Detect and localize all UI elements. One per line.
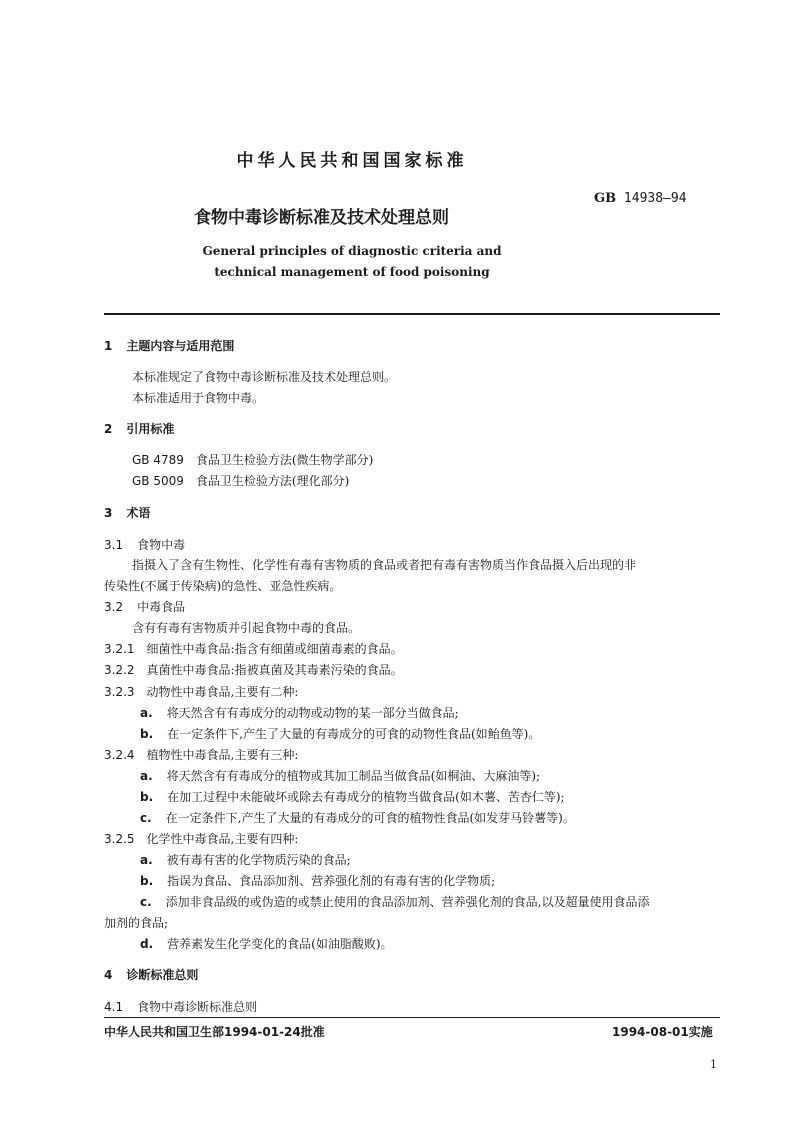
footer-divider bbox=[104, 1017, 720, 1018]
clause-3-2-1 bbox=[104, 641, 403, 657]
clause-3-2-5-item-d bbox=[140, 936, 393, 952]
clause-3-2-5-text: 化学性中毒食品,主要有四种: bbox=[146, 832, 299, 846]
clause-3-2-5-item-a bbox=[140, 852, 351, 868]
clause-3-2-3-item-a bbox=[140, 705, 459, 721]
section-2-number: 2 bbox=[104, 422, 113, 436]
clause-3-2-4-item-c-label: c. bbox=[140, 811, 152, 825]
clause-3-2-1-number: 3.2.1 bbox=[104, 642, 135, 656]
clause-3-2-5-item-d-text: 营养素发生化学变化的食品(如油脂酸败)。 bbox=[167, 937, 393, 951]
standard-code-number: 14938—94 bbox=[623, 191, 687, 206]
clause-3-2-4-item-b bbox=[140, 789, 565, 805]
clause-3-2-3-item-b-label: b. bbox=[140, 727, 154, 741]
section-1-paragraph-1: 本标准规定了食物中毒诊断标准及技术处理总则。 bbox=[132, 370, 397, 384]
clause-3-2-5-number: 3.2.5 bbox=[104, 832, 135, 846]
clause-3-2-3-number: 3.2.3 bbox=[104, 685, 135, 699]
reference-2 bbox=[132, 473, 349, 489]
clause-3-2-1-text: 细菌性中毒食品:指含有细菌或细菌毒素的食品。 bbox=[146, 642, 403, 656]
reference-2-code: GB 5009 bbox=[132, 474, 184, 488]
clause-3-1-text-line1: 指摄入了含有生物性、化学性有毒有害物质的食品或者把有毒有害物质当作食品摄入后出现的非 bbox=[132, 558, 637, 572]
approval-notice: 中华人民共和国卫生部1994-01-24批准 bbox=[104, 1025, 325, 1039]
clause-3-2-4-item-b-text: 在加工过程中未能破坏或除去有毒成分的植物当做食品(如木薯、苦杏仁等); bbox=[167, 790, 565, 804]
clause-3-2-4-item-a-text: 将天然含有有毒成分的植物或其加工制品当做食品(如桐油、大麻油等); bbox=[166, 769, 541, 783]
clause-3-2-3-item-a-text: 将天然含有有毒成分的动物或动物的某一部分当做食品; bbox=[166, 706, 459, 720]
clause-3-2-2-text: 真菌性中毒食品:指被真菌及其毒素污染的食品。 bbox=[146, 663, 403, 677]
reference-1-code: GB 4789 bbox=[132, 453, 184, 467]
clause-3-1-number: 3.1 bbox=[104, 538, 124, 552]
clause-3-2-5-item-c-continuation: 加剂的食品; bbox=[104, 916, 169, 930]
clause-3-2-3-text: 动物性中毒食品,主要有二种: bbox=[146, 685, 299, 699]
issuer-title: 中华人民共和国国家标准 bbox=[236, 151, 468, 171]
clause-3-2-heading bbox=[104, 599, 185, 615]
clause-3-2-4-number: 3.2.4 bbox=[104, 748, 135, 762]
clause-3-2-5-item-c-text: 添加非食品级的或伪造的或禁止使用的食品添加剂、营养强化剂的食品,以及超量使用食品添 bbox=[165, 895, 650, 909]
section-3-heading bbox=[104, 505, 150, 521]
reference-1 bbox=[132, 452, 373, 468]
clause-4-1-title: 食物中毒诊断标准总则 bbox=[137, 1000, 258, 1014]
clause-3-2-3-item-b-text: 在一定条件下,产生了大量的有毒成分的可食的动物性食品(如鲐鱼等)。 bbox=[167, 727, 541, 741]
clause-3-2-5-item-a-text: 被有毒有害的化学物质污染的食品; bbox=[166, 853, 351, 867]
section-1-heading bbox=[104, 338, 234, 354]
section-2-title: 引用标准 bbox=[126, 422, 175, 436]
clause-3-2-4-item-c-text: 在一定条件下,产生了大量的有毒成分的可食的植物性食品(如发芽马铃薯等)。 bbox=[165, 811, 575, 825]
clause-3-2-title: 中毒食品 bbox=[137, 600, 186, 614]
section-4-number: 4 bbox=[104, 968, 113, 982]
clause-3-1-heading bbox=[104, 537, 185, 553]
clause-3-2-4 bbox=[104, 747, 298, 763]
document-title-cn: 食物中毒诊断标准及技术处理总则 bbox=[194, 208, 449, 228]
clause-3-2-3-item-a-label: a. bbox=[140, 706, 153, 720]
standard-code bbox=[594, 191, 687, 206]
section-1-paragraph-2: 本标准适用于食物中毒。 bbox=[132, 391, 265, 405]
clause-3-2-4-item-c bbox=[140, 810, 575, 826]
clause-3-2-5-item-b-label: b. bbox=[140, 874, 154, 888]
clause-3-1-text-line2: 传染性(不属于传染病)的急性、亚急性疾病。 bbox=[104, 579, 342, 593]
clause-3-2-text: 含有有毒有害物质并引起食物中毒的食品。 bbox=[132, 621, 361, 635]
section-3-number: 3 bbox=[104, 506, 113, 520]
clause-3-2-3-item-b bbox=[140, 726, 540, 742]
clause-4-1-number: 4.1 bbox=[104, 1000, 124, 1014]
clause-3-2-5-item-b bbox=[140, 873, 495, 889]
clause-3-2-5-item-a-label: a. bbox=[140, 853, 153, 867]
section-2-heading bbox=[104, 421, 174, 437]
clause-3-2-5-item-c-label: c. bbox=[140, 895, 152, 909]
clause-3-2-number: 3.2 bbox=[104, 600, 124, 614]
clause-3-2-5-item-d-label: d. bbox=[140, 937, 154, 951]
document-title-en-line1: General principles of diagnostic criteria and bbox=[202, 244, 502, 258]
clause-3-2-5-item-c bbox=[140, 894, 650, 910]
clause-3-1-title: 食物中毒 bbox=[137, 538, 186, 552]
clause-3-2-5-item-b-text: 指误为食品、食品添加剂、营养强化剂的有毒有害的化学物质; bbox=[167, 874, 496, 888]
section-4-heading bbox=[104, 967, 198, 983]
section-3-title: 术语 bbox=[126, 506, 151, 520]
clause-4-1-heading bbox=[104, 999, 257, 1015]
section-1-title: 主题内容与适用范围 bbox=[126, 339, 235, 353]
clause-3-2-2 bbox=[104, 662, 403, 678]
clause-3-2-4-text: 植物性中毒食品,主要有三种: bbox=[146, 748, 299, 762]
header-divider bbox=[104, 313, 720, 315]
page-number: 1 bbox=[710, 1058, 717, 1071]
clause-3-2-3 bbox=[104, 684, 298, 700]
clause-3-2-4-item-a-label: a. bbox=[140, 769, 153, 783]
standard-code-prefix: GB bbox=[594, 191, 617, 206]
clause-3-2-5 bbox=[104, 831, 298, 847]
clause-3-2-2-number: 3.2.2 bbox=[104, 663, 135, 677]
reference-2-text: 食品卫生检验方法(理化部分) bbox=[195, 474, 350, 488]
section-4-title: 诊断标准总则 bbox=[126, 968, 199, 982]
document-title-en-line2: technical management of food poisoning bbox=[214, 265, 490, 279]
section-1-number: 1 bbox=[104, 339, 113, 353]
reference-1-text: 食品卫生检验方法(微生物学部分) bbox=[195, 453, 374, 467]
clause-3-2-4-item-b-label: b. bbox=[140, 790, 154, 804]
clause-3-2-4-item-a bbox=[140, 768, 540, 784]
implementation-date: 1994-08-01实施 bbox=[612, 1025, 713, 1039]
